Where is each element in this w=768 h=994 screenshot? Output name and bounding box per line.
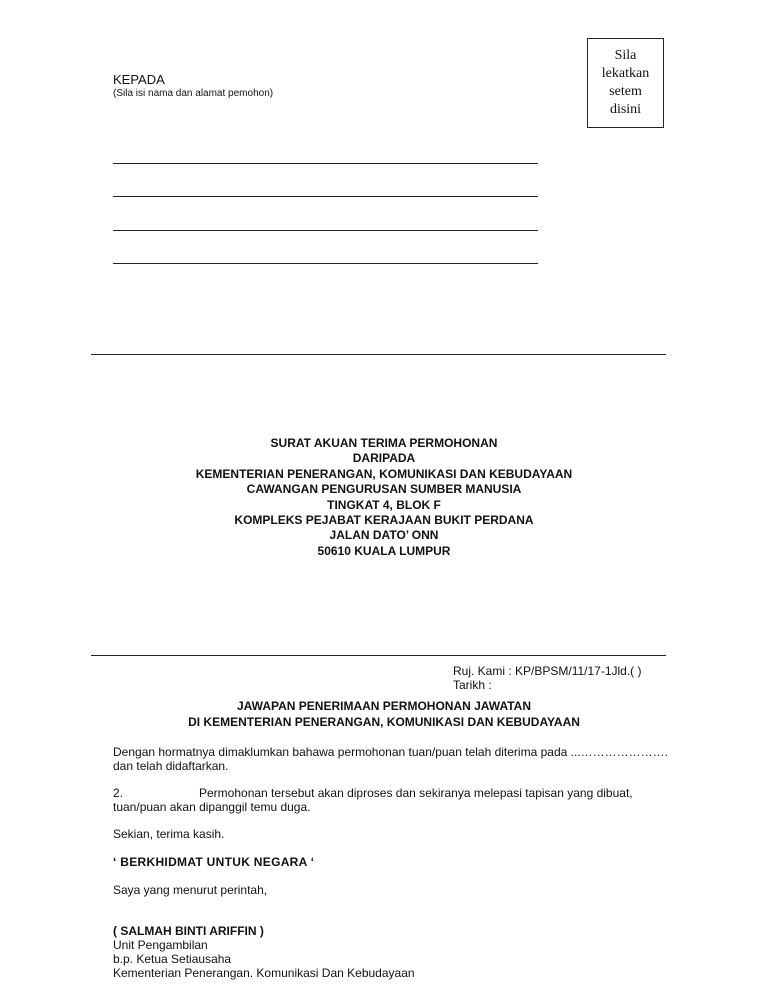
address-line xyxy=(113,263,538,264)
paragraph-text: Permohonan tersebut akan diproses dan sekiranya melepasi tapisan yang dibuat, tuan/puan akan dipanggil temu duga. xyxy=(113,786,633,814)
signatory-block xyxy=(113,924,415,980)
divider-line xyxy=(91,655,666,656)
stamp-text-line: disini xyxy=(609,102,642,117)
heading-line: KEMENTERIAN PENERANGAN, KOMUNIKASI DAN KEBUDAYAAN xyxy=(195,466,573,481)
signatory-ministry: Kementerian Penerangan. Komunikasi Dan Kebudayaan xyxy=(113,966,415,980)
heading-line: DARIPADA xyxy=(352,451,416,466)
reference-number: Ruj. Kami : KP/BPSM/11/17-1Jld.( ) xyxy=(453,664,642,678)
stamp-text-line: lekatkan xyxy=(601,66,650,81)
subject-line: DI KEMENTERIAN PENERANGAN, KOMUNIKASI DAN KEBUDAYAAN xyxy=(188,715,580,729)
order-text: Saya yang menurut perintah, xyxy=(113,883,268,897)
signatory-unit: Unit Pengambilan xyxy=(113,938,208,952)
recipient-label: KEPADA xyxy=(113,72,165,87)
paragraph-number: 2. xyxy=(113,786,124,800)
heading-line: 50610 KUALA LUMPUR xyxy=(317,543,451,558)
address-line xyxy=(113,163,538,164)
subject-line: JAWAPAN PENERIMAAN PERMOHONAN JAWATAN xyxy=(236,699,532,713)
recipient-hint: (Sila isi nama dan alamat pemohon) xyxy=(113,88,274,99)
letter-subject xyxy=(91,698,677,730)
signatory-on-behalf: b.p. Ketua Setiausaha xyxy=(113,952,232,966)
address-line xyxy=(113,230,538,231)
stamp-box xyxy=(587,38,664,128)
heading-line: KOMPLEKS PEJABAT KERAJAAN BUKIT PERDANA xyxy=(234,513,534,528)
closing-text: Sekian, terima kasih. xyxy=(113,827,225,841)
heading-line: TINGKAT 4, BLOK F xyxy=(327,497,441,512)
stamp-text-line: setem xyxy=(609,84,642,99)
heading-line: JALAN DATO’ ONN xyxy=(329,528,439,543)
body-paragraph-2 xyxy=(113,786,683,814)
body-paragraph-1: Dengan hormatnya dimaklumkan bahawa permohonan tuan/puan telah diterima pada ...…………………. dan telah didaftarkan. xyxy=(113,745,668,773)
divider-line xyxy=(91,354,666,355)
sender-heading xyxy=(91,436,677,559)
address-line xyxy=(113,196,538,197)
reference-date: Tarikh : xyxy=(453,678,492,692)
motto: ‘ BERKHIDMAT UNTUK NEGARA ‘ xyxy=(113,855,315,869)
stamp-text-line: Sila xyxy=(614,48,637,63)
heading-line: SURAT AKUAN TERIMA PERMOHONAN xyxy=(270,436,498,450)
signatory-name: ( SALMAH BINTI ARIFFIN ) xyxy=(113,924,264,938)
heading-line: CAWANGAN PENGURUSAN SUMBER MANUSIA xyxy=(246,482,522,497)
